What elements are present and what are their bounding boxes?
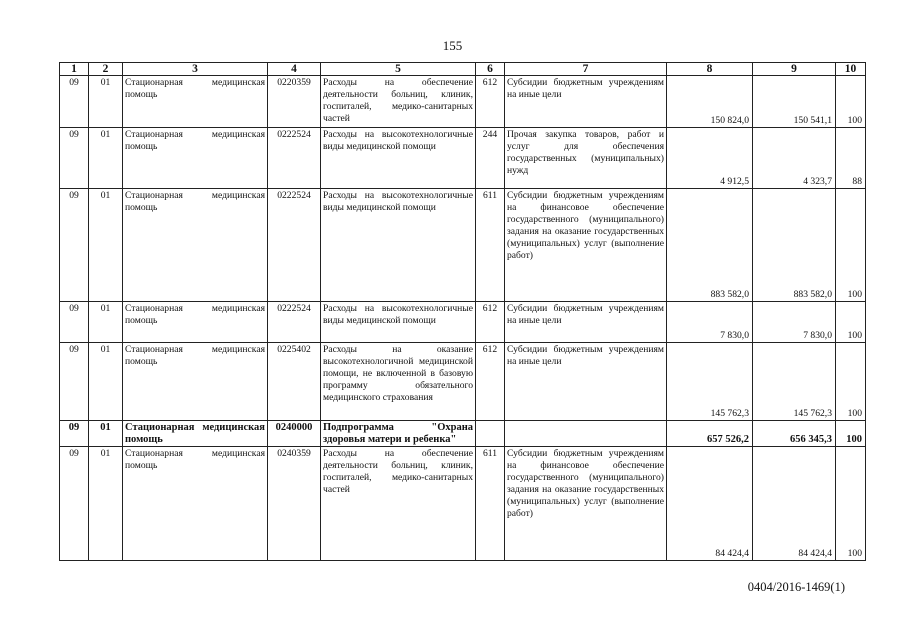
executed-amount: 7 830,0: [753, 302, 836, 343]
section-name: Стационарная медицинская помощь: [123, 302, 268, 343]
column-header: 10: [836, 63, 866, 76]
expense-type-code: 612: [476, 76, 505, 128]
section-name: Стационарная медицинская помощь: [123, 447, 268, 561]
subsection-code: 01: [89, 302, 123, 343]
section-name: Стационарная медицинская помощь: [123, 189, 268, 302]
execution-percent: 100: [836, 343, 866, 421]
target-article: 0220359: [268, 76, 321, 128]
execution-percent: 100: [836, 421, 866, 447]
target-article: 0240000: [268, 421, 321, 447]
expense-type-code: 612: [476, 302, 505, 343]
section-name: Стационарная медицинская помощь: [123, 343, 268, 421]
execution-percent: 100: [836, 302, 866, 343]
expense-type-name: Прочая закупка товаров, работ и услуг для обеспечения государственных (муниципальных) нужд: [505, 128, 667, 189]
article-name: Расходы на обеспечение деятельности больниц, клиник, госпиталей, медико-санитарных частей: [321, 76, 476, 128]
expense-type-code: 611: [476, 189, 505, 302]
table-row: [60, 343, 866, 421]
article-name: Расходы на оказание высокотехнологичной медицинской помощи, не включенной в базовую программу обязательного медицинского страхования: [321, 343, 476, 421]
planned-amount: 657 526,2: [667, 421, 753, 447]
expense-type-name: Субсидии бюджетным учреждениям на иные цели: [505, 302, 667, 343]
section-code: 09: [60, 189, 89, 302]
section-code: 09: [60, 343, 89, 421]
expense-type-name: [505, 421, 667, 447]
executed-amount: 145 762,3: [753, 343, 836, 421]
subsection-code: 01: [89, 76, 123, 128]
article-name: Расходы на высокотехнологичные виды медицинской помощи: [321, 189, 476, 302]
expense-type-name: Субсидии бюджетным учреждениям на финансовое обеспечение государственного (муниципального) задания на оказание государственных (муниципальных) услуг (выполнение работ): [505, 189, 667, 302]
article-name: Расходы на высокотехнологичные виды медицинской помощи: [321, 128, 476, 189]
table-row: [60, 128, 866, 189]
column-header: 9: [753, 63, 836, 76]
executed-amount: 883 582,0: [753, 189, 836, 302]
table-row: [60, 189, 866, 302]
planned-amount: 84 424,4: [667, 447, 753, 561]
target-article: 0225402: [268, 343, 321, 421]
table-row: [60, 76, 866, 128]
budget-table: [59, 62, 866, 561]
column-header: 6: [476, 63, 505, 76]
subsection-code: 01: [89, 343, 123, 421]
column-header: 2: [89, 63, 123, 76]
planned-amount: 7 830,0: [667, 302, 753, 343]
planned-amount: 145 762,3: [667, 343, 753, 421]
section-name: Стационарная медицинская помощь: [123, 421, 268, 447]
target-article: 0240359: [268, 447, 321, 561]
column-header: 8: [667, 63, 753, 76]
subsection-code: 01: [89, 189, 123, 302]
target-article: 0222524: [268, 302, 321, 343]
executed-amount: 150 541,1: [753, 76, 836, 128]
expense-type-name: Субсидии бюджетным учреждениям на иные цели: [505, 76, 667, 128]
executed-amount: 4 323,7: [753, 128, 836, 189]
expense-type-code: 611: [476, 447, 505, 561]
section-code: 09: [60, 302, 89, 343]
executed-amount: 84 424,4: [753, 447, 836, 561]
expense-type-code: 244: [476, 128, 505, 189]
execution-percent: 100: [836, 76, 866, 128]
document-code: 0404/2016-1469(1): [747, 580, 845, 594]
article-name: Подпрограмма "Охрана здоровья матери и ребенка": [321, 421, 476, 447]
table-row: [60, 302, 866, 343]
column-header: 4: [268, 63, 321, 76]
article-name: Расходы на высокотехнологичные виды медицинской помощи: [321, 302, 476, 343]
page-number: 155: [442, 38, 463, 53]
column-header: 3: [123, 63, 268, 76]
section-code: 09: [60, 128, 89, 189]
subsection-code: 01: [89, 447, 123, 561]
table-header-row: [60, 63, 866, 76]
executed-amount: 656 345,3: [753, 421, 836, 447]
section-code: 09: [60, 447, 89, 561]
table-row: [60, 421, 866, 447]
target-article: 0222524: [268, 189, 321, 302]
article-name: Расходы на обеспечение деятельности больниц, клиник, госпиталей, медико-санитарных частей: [321, 447, 476, 561]
table-row: [60, 447, 866, 561]
execution-percent: 100: [836, 189, 866, 302]
planned-amount: 883 582,0: [667, 189, 753, 302]
section-name: Стационарная медицинская помощь: [123, 128, 268, 189]
section-name: Стационарная медицинская помощь: [123, 76, 268, 128]
execution-percent: 88: [836, 128, 866, 189]
column-header: 1: [60, 63, 89, 76]
expense-type-name: Субсидии бюджетным учреждениям на иные цели: [505, 343, 667, 421]
subsection-code: 01: [89, 421, 123, 447]
section-code: 09: [60, 421, 89, 447]
target-article: 0222524: [268, 128, 321, 189]
planned-amount: 150 824,0: [667, 76, 753, 128]
expense-type-code: [476, 421, 505, 447]
expense-type-code: 612: [476, 343, 505, 421]
column-header: 7: [505, 63, 667, 76]
planned-amount: 4 912,5: [667, 128, 753, 189]
execution-percent: 100: [836, 447, 866, 561]
expense-type-name: Субсидии бюджетным учреждениям на финансовое обеспечение государственного (муниципального) задания на оказание государственных (муниципальных) услуг (выполнение работ): [505, 447, 667, 561]
column-header: 5: [321, 63, 476, 76]
section-code: 09: [60, 76, 89, 128]
subsection-code: 01: [89, 128, 123, 189]
